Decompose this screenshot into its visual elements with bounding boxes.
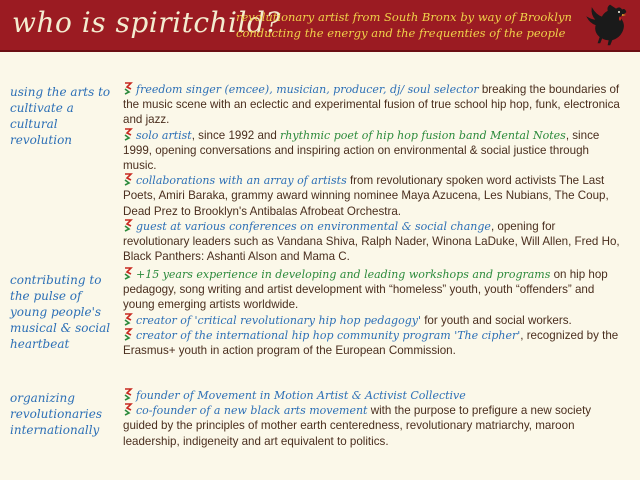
header-subtitle bbox=[236, 9, 586, 41]
list-item bbox=[123, 328, 623, 358]
highlight-phrase: co-founder of a new black arts movement bbox=[136, 404, 368, 418]
highlight-phrase: creator of 'critical revolutionary hip hop pedagogy' bbox=[136, 313, 421, 327]
bullet-mark-icon bbox=[123, 219, 133, 232]
entry-text: breaking the boundaries of the music scene with an eclectic and experimental fusion of true school hip hop, funk, electronica and jazz. bbox=[123, 83, 620, 127]
highlight-phrase: solo artist bbox=[136, 128, 192, 142]
entry-text: for youth and social workers. bbox=[420, 313, 572, 327]
bullet-mark-icon bbox=[123, 328, 133, 341]
bullet-mark-icon bbox=[123, 403, 133, 416]
bullet-mark-icon bbox=[123, 173, 133, 186]
highlight-phrase: founder of Movement in Motion Artist & Activist Collective bbox=[136, 389, 466, 402]
section-label: using the arts to cultivate a cultural revolution bbox=[10, 85, 111, 147]
subtitle-line-1: revolutionary artist from South Bronx by way of Brooklyn bbox=[236, 10, 572, 24]
list-item bbox=[123, 313, 623, 328]
list-item bbox=[123, 219, 623, 265]
entry-text: , recognized by the Erasmus+ youth in action program of the European Commission. bbox=[123, 328, 619, 358]
section-body bbox=[123, 267, 623, 358]
list-item bbox=[123, 267, 623, 313]
list-item bbox=[123, 82, 623, 128]
section-body bbox=[123, 388, 623, 449]
bullet-mark-icon bbox=[123, 128, 133, 141]
entry-text: from revolutionary spoken word activists The Last Poets, Amiri Baraka, grammy award winning nominee Maya Azucena, Les Nubians, The Coup, Dead Prez to Brooklyn's Antibalas Afrobeat Orchestra. bbox=[123, 174, 609, 218]
entry-text: , since 1992 and bbox=[191, 128, 281, 142]
list-item bbox=[123, 173, 623, 219]
highlight-phrase-secondary: rhythmic poet of hip hop fusion band Mental Notes bbox=[280, 128, 566, 142]
highlight-phrase: freedom singer (emcee), musician, producer, dj/ soul selector bbox=[136, 83, 479, 96]
bullet-mark-icon bbox=[123, 267, 133, 280]
highlight-phrase: collaborations with an array of artists bbox=[136, 174, 347, 188]
subtitle-line-2: conducting the energy and the frequenties of the people bbox=[236, 26, 566, 40]
header-banner bbox=[0, 0, 640, 52]
section-label: contributing to the pulse of young people's musical & social heartbeat bbox=[10, 273, 111, 351]
entry-text: with the purpose to prefigure a new society guided by the principles of mother earth centeredness, revolutionary matriarchy, maroon leadership, indigeneity and art equivalent to politics. bbox=[123, 404, 592, 448]
list-item bbox=[123, 403, 623, 449]
highlight-phrase: creator of the international hip hop community program 'The cipher' bbox=[136, 328, 521, 342]
rooster-icon bbox=[586, 3, 632, 47]
entry-text: , opening for revolutionary leaders such as Vandana Shiva, Ralph Nader, Winona LaDuke, Will Allen, Fred Ho, Black Panthers: Ashanti Alson and Mama C. bbox=[123, 219, 620, 264]
highlight-phrase: guest at various conferences on environmental & social change bbox=[136, 219, 491, 233]
highlight-phrase: +15 years experience in developing and leading workshops and programs bbox=[136, 268, 551, 281]
page-title: who is spiritchild? bbox=[12, 6, 281, 39]
list-item bbox=[123, 128, 623, 174]
entry-text: , since 1999, opening conversations and inspiring action on environmental & social justice through music. bbox=[123, 128, 600, 173]
section-body bbox=[123, 82, 623, 264]
section-label: organizing revolutionaries internationally bbox=[10, 391, 103, 437]
bullet-mark-icon bbox=[123, 82, 133, 95]
bullet-mark-icon bbox=[123, 313, 133, 326]
bullet-mark-icon bbox=[123, 388, 133, 401]
entry-text: on hip hop pedagogy, song writing and artist development with “homeless” youth, youth “offenders” and young emerging artists worldwide. bbox=[123, 268, 608, 312]
list-item bbox=[123, 388, 623, 403]
